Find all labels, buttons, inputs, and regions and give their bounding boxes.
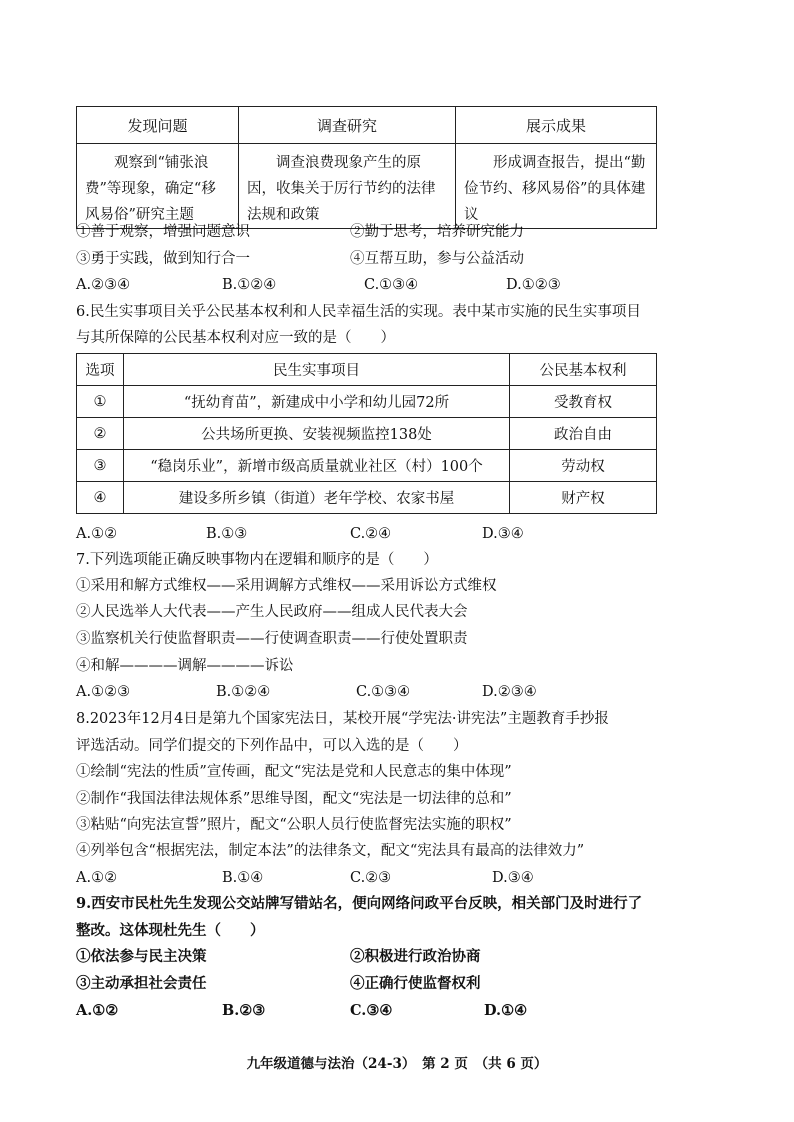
- q9-answer-a: A.①②: [76, 1002, 119, 1019]
- q8-answer-b: B.①④: [222, 870, 264, 886]
- q9-option-1: ①依法参与民主决策: [76, 948, 207, 965]
- q7-answer-c: C.①③④: [356, 684, 411, 700]
- q9-option-2: ②积极进行政治协商: [350, 948, 481, 965]
- q8-stem-line2: 评选活动。同学们提交的下列作品中，可以入选的是（ ）: [76, 738, 468, 754]
- header-project: 民生实事项目: [124, 354, 510, 386]
- row-num: ③: [77, 450, 124, 482]
- page-footer: 九年级道德与法治（24-3） 第 2 页 （共 6 页）: [246, 1056, 548, 1072]
- row-project: 建设多所乡镇（街道）老年学校、农家书屋: [124, 482, 510, 514]
- header-right: 公民基本权利: [510, 354, 657, 386]
- row-num: ②: [77, 418, 124, 450]
- q7-stem: 7.下列选项能正确反映事物内在逻辑和顺序的是（ ）: [76, 552, 438, 568]
- q5-answer-a: A.②③④: [76, 277, 131, 293]
- q8-option-1: ①绘制“宪法的性质”宣传画，配文“宪法是党和人民意志的集中体现”: [76, 764, 512, 780]
- header-results: 展示成果: [456, 107, 657, 144]
- q5-answer-c: C.①③④: [364, 277, 419, 293]
- q5-option-4: ④互帮互助，参与公益活动: [350, 251, 524, 267]
- header-discover: 发现问题: [77, 107, 239, 144]
- q7-option-2: ②人民选举人大代表——产生人民政府——组成人民代表大会: [76, 604, 468, 620]
- q6-answer-b: B.①③: [206, 526, 248, 542]
- q6-answer-d: D.③④: [482, 526, 524, 542]
- research-table-row: [77, 144, 657, 229]
- row-project: 公共场所更换、安装视频监控138处: [124, 418, 510, 450]
- q6-stem-line2: 与其所保障的公民基本权利对应一致的是（ ）: [76, 330, 395, 346]
- row-num: ①: [77, 386, 124, 418]
- q9-stem-line2: 整改。这体现杜先生（ ）: [76, 922, 265, 939]
- q7-answer-d: D.②③④: [482, 684, 537, 700]
- q5-answer-b: B.①②④: [222, 277, 277, 293]
- table-row: [77, 450, 657, 482]
- q6-answer-a: A.①②: [76, 526, 118, 542]
- row-right: 财产权: [510, 482, 657, 514]
- table-row: [77, 386, 657, 418]
- header-research: 调查研究: [239, 107, 456, 144]
- q7-option-1: ①采用和解方式维权——采用调解方式维权——采用诉讼方式维权: [76, 578, 497, 594]
- row-num: ④: [77, 482, 124, 514]
- q7-answer-a: A.①②③: [76, 684, 131, 700]
- cell-results: 形成调查报告，提出“勤俭节约、移风易俗”的具体建议: [456, 144, 657, 229]
- q8-stem-line1: 8.2023年12月4日是第九个国家宪法日，某校开展“学宪法·讲宪法”主题教育手抄报: [76, 711, 609, 727]
- row-project: “抚幼育苗”，新建成中小学和幼儿园72所: [124, 386, 510, 418]
- q5-option-1: ①善于观察，增强问题意识: [76, 224, 250, 240]
- q8-option-3: ③粘贴“向宪法宣誓”照片，配文“公职人员行使监督宪法实施的职权”: [76, 817, 512, 833]
- research-table-header: [77, 107, 657, 144]
- q8-option-2: ②制作“我国法律法规体系”思维导图，配文“宪法是一切法律的总和”: [76, 791, 512, 807]
- header-option: 选项: [77, 354, 124, 386]
- livelihood-table-header: [77, 354, 657, 386]
- q7-option-3: ③监察机关行使监督职责——行使调查职责——行使处置职责: [76, 631, 468, 647]
- q8-answer-c: C.②③: [350, 870, 392, 886]
- row-right: 受教育权: [510, 386, 657, 418]
- table-row: [77, 418, 657, 450]
- q5-answer-d: D.①②③: [506, 277, 561, 293]
- table-row: [77, 482, 657, 514]
- q5-option-2: ②勤于思考，培养研究能力: [350, 224, 524, 240]
- row-right: 政治自由: [510, 418, 657, 450]
- q5-option-3: ③勇于实践，做到知行合一: [76, 251, 250, 267]
- q9-option-3: ③主动承担社会责任: [76, 975, 207, 992]
- q7-answer-b: B.①②④: [216, 684, 271, 700]
- livelihood-table: [76, 353, 657, 514]
- q8-answer-d: D.③④: [492, 870, 534, 886]
- q9-answer-b: B.②③: [222, 1002, 266, 1019]
- cell-research: 调查浪费现象产生的原因，收集关于厉行节约的法律法规和政策: [239, 144, 456, 229]
- q8-option-4: ④列举包含“根据宪法，制定本法”的法律条文，配文“宪法具有最高的法律效力”: [76, 843, 585, 859]
- q6-stem-line1: 6.民生实事项目关乎公民基本权利和人民幸福生活的实现。表中某市实施的民生实事项目: [76, 304, 641, 320]
- row-project: “稳岗乐业”，新增市级高质量就业社区（村）100个: [124, 450, 510, 482]
- cell-discover: 观察到“铺张浪费”等现象，确定“移风易俗”研究主题: [77, 144, 239, 229]
- q9-answer-c: C.③④: [350, 1002, 393, 1019]
- q6-answer-c: C.②④: [350, 526, 392, 542]
- q9-stem-line1: 9.西安市民杜先生发现公交站牌写错站名，便向网络问政平台反映，相关部门及时进行了: [76, 895, 643, 912]
- q9-option-4: ④正确行使监督权利: [350, 975, 481, 992]
- row-right: 劳动权: [510, 450, 657, 482]
- research-table: [76, 106, 657, 229]
- q8-answer-a: A.①②: [76, 870, 118, 886]
- q9-answer-d: D.①④: [484, 1002, 528, 1019]
- q7-option-4: ④和解————调解————诉讼: [76, 658, 294, 674]
